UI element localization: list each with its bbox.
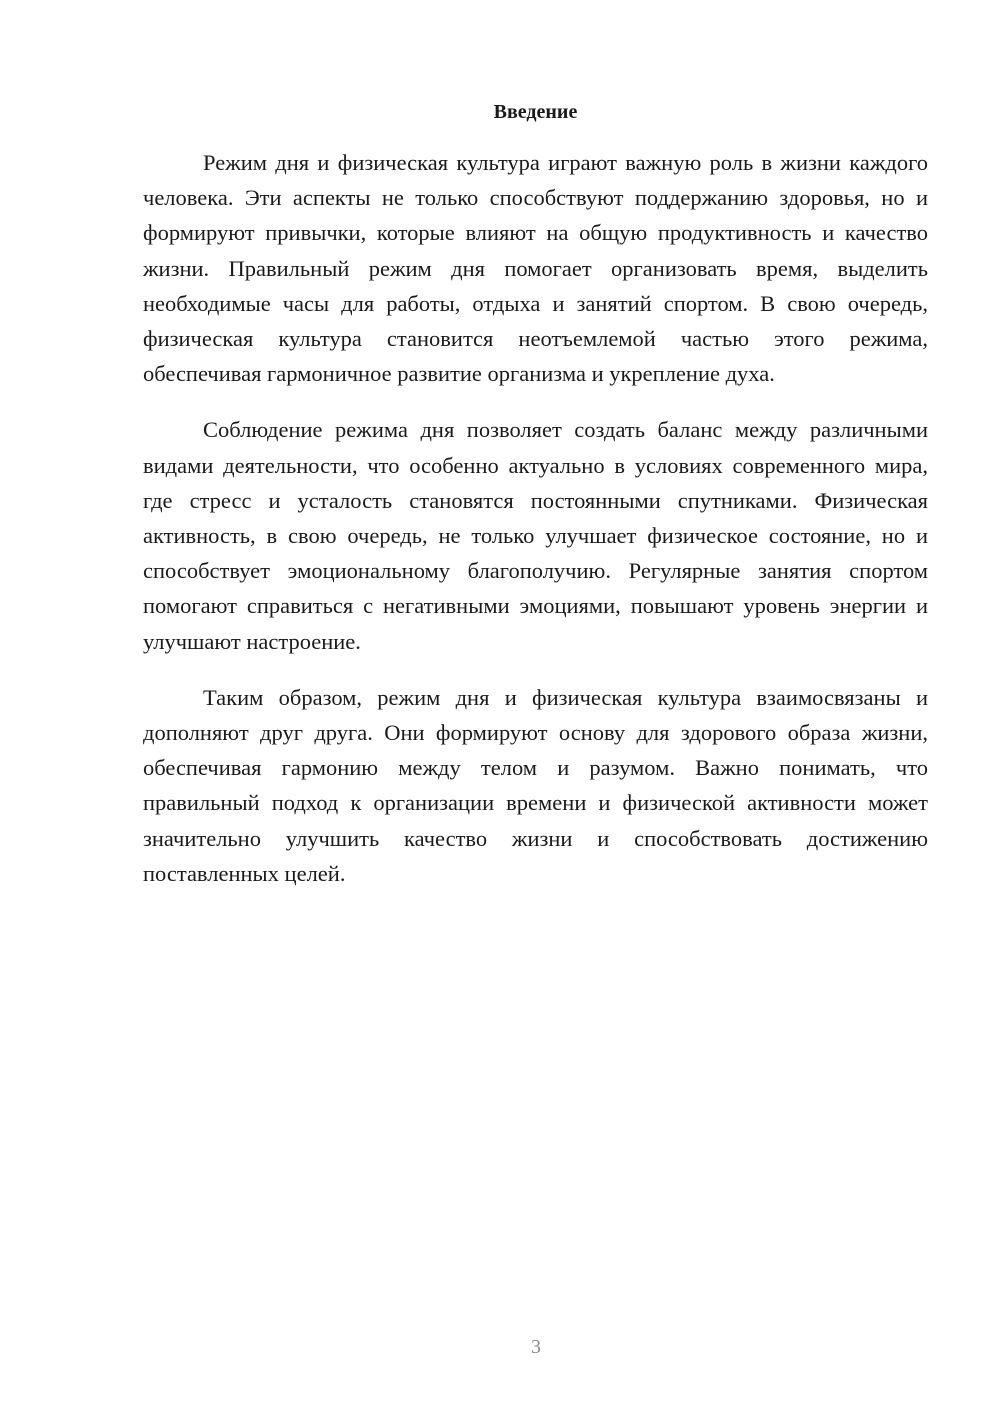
section-title: Введение xyxy=(493,101,578,123)
paragraph: Режим дня и физическая культура играют важную роль в жизни каждого человека. Эти аспекты не только способствуют поддержанию здоровья, но и формируют привычки, которые влияют на общую продуктивность и качество жизни. Правильный режим дня помогает организовать время, выделить необходимые часы для работы, отдыха и занятий спортом. В свою очередь, физическая культура становится неотъемлемой частью этого режима, обеспечивая гармоничное развитие организма и укрепление духа. xyxy=(143,150,928,387)
paragraph: Соблюдение режима дня позволяет создать баланс между различными видами деятельности, что особенно актуально в условиях современного мира, где стресс и усталость становятся постоянными спутниками. Физическая активность, в свою очередь, не только улучшает физическое состояние, но и способствует эмоциональному благополучию. Регулярные занятия спортом помогают справиться с негативными эмоциями, повышают уровень энергии и улучшают настроение. xyxy=(143,417,928,654)
paragraph: Таким образом, режим дня и физическая культура взаимосвязаны и дополняют друг друга. Они формируют основу для здорового образа жизни, обеспечивая гармонию между телом и разумом. Важно понимать, что правильный подход к организации времени и физической активности может значительно улучшить качество жизни и способствовать достижению поставленных целей. xyxy=(143,684,928,886)
page-number: 3 xyxy=(531,1336,541,1358)
body-text xyxy=(143,145,928,891)
